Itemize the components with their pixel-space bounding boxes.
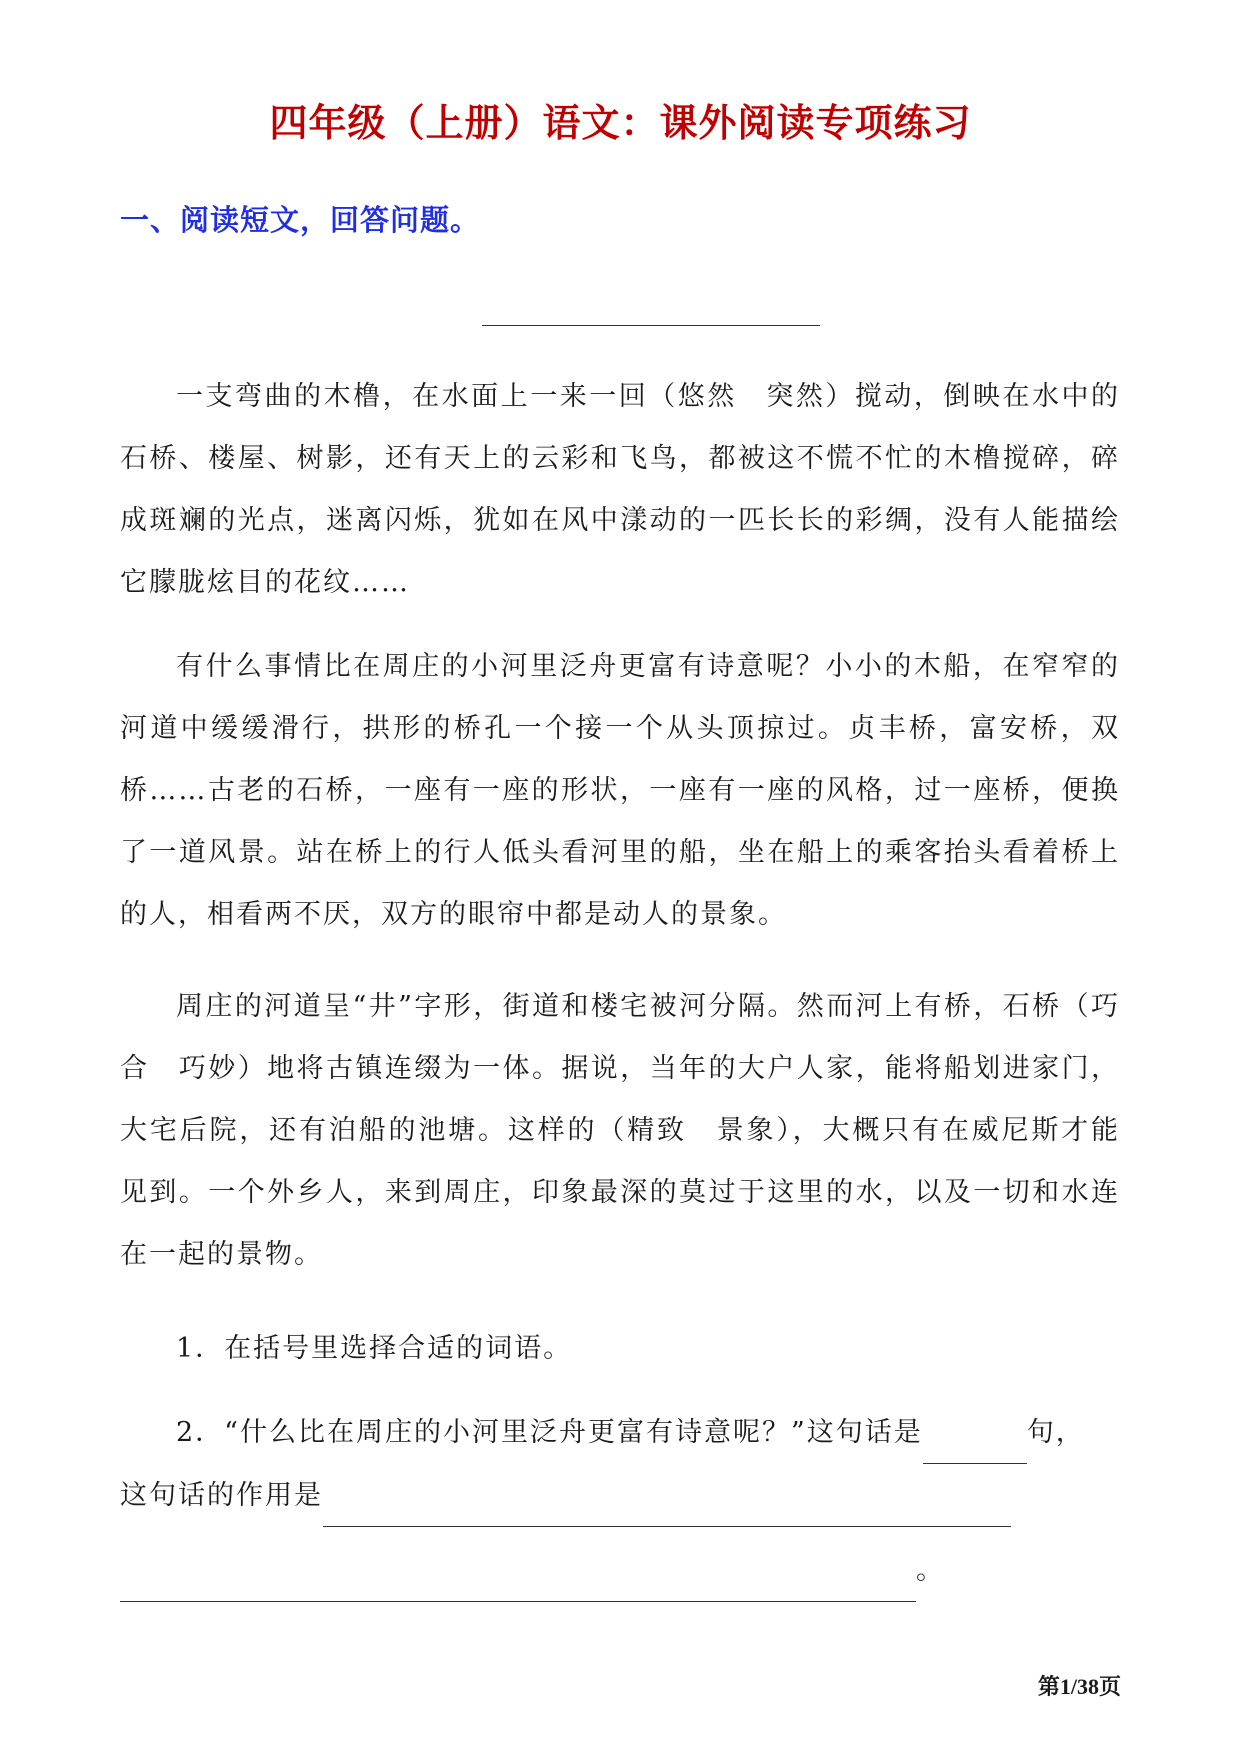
page-title: 四年级（上册）语文：课外阅读专项练习 bbox=[269, 100, 972, 145]
answer-blank-purpose-continued[interactable] bbox=[120, 1555, 916, 1602]
passage-paragraph-1: 一支弯曲的木橹，在水面上一来一回（悠然 突然）搅动，倒映在水中的石桥、楼屋、树影，还有天上的云彩和飞鸟，都被这不慌不忙的木橹搅碎，碎成斑斓的光点，迷离闪烁，犹如在风中漾动的一匹长长的彩绸，没有人能描绘它朦胧炫目的花纹…… bbox=[120, 381, 1120, 598]
passage-paragraph-2: 有什么事情比在周庄的小河里泛舟更富有诗意呢？小小的木船，在窄窄的河道中缓缓滑行，拱形的桥孔一个接一个从头顶掠过。贞丰桥，富安桥，双桥……古老的石桥，一座有一座的形状，一座有一座的风格，过一座桥，便换了一道风景。站在桥上的行人低头看河里的船，坐在船上的乘客抬头看着桥上的人，相看两不厌，双方的眼帘中都是动人的景象。 bbox=[120, 651, 1120, 930]
page-number: 第1/38页 bbox=[1037, 1674, 1121, 1699]
question-2 bbox=[176, 1402, 1085, 1464]
answer-blank-sentence-type[interactable] bbox=[923, 1417, 1027, 1464]
question-2-text: 2．“什么比在周庄的小河里泛舟更富有诗意呢？”这句话是 bbox=[176, 1417, 923, 1448]
question-2-end: 。 bbox=[916, 1555, 945, 1586]
question-2-line-3 bbox=[120, 1540, 945, 1602]
section-heading: 一、阅读短文，回答问题。 bbox=[120, 203, 481, 237]
question-2-purpose-label: 这句话的作用是 bbox=[120, 1480, 323, 1511]
question-2-suffix: 句， bbox=[1026, 1417, 1085, 1448]
passage-paragraph-3: 周庄的河道呈“井”字形，街道和楼宅被河分隔。然而河上有桥，石桥（巧合 巧妙）地将古镇连缀为一体。据说，当年的大户人家，能将船划进家门，大宅后院，还有泊船的池塘。这样的（精致 景象），大概只有在威尼斯才能见到。一个外乡人，来到周庄，印象最深的莫过于这里的水，以及一切和水连在一起的景物。 bbox=[120, 991, 1120, 1270]
question-2-line-2 bbox=[120, 1465, 1011, 1527]
question-1: 1．在括号里选择合适的词语。 bbox=[176, 1333, 573, 1364]
answer-blank-purpose[interactable] bbox=[323, 1480, 1011, 1527]
passage-title-blank bbox=[482, 325, 820, 326]
